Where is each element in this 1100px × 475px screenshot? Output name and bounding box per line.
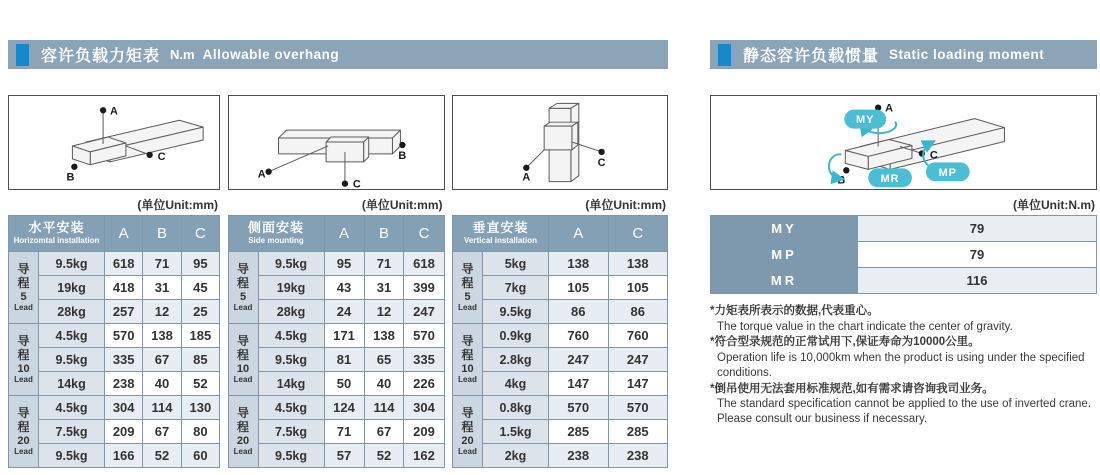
value-cell: 52 <box>364 444 404 468</box>
load-cell: 2kg <box>483 444 549 468</box>
section-title-en: Allowable overhang <box>202 47 340 62</box>
value-cell: 31 <box>364 276 404 300</box>
moment-directions-diagram <box>710 95 1097 190</box>
table-row <box>711 242 1097 268</box>
column-header-c: C <box>608 216 668 252</box>
load-cell: 1.5kg <box>483 420 549 444</box>
section-title-unit: N.m <box>170 47 195 62</box>
moment-c-label: C <box>597 156 606 169</box>
moment-b-label: B <box>397 149 406 162</box>
value-cell: 95 <box>324 252 364 276</box>
mr-badge-label: MR <box>880 172 900 185</box>
load-cell: 4.5kg <box>258 324 324 348</box>
table-row <box>9 324 220 348</box>
lead-group-label: 导程 5 Lead <box>228 252 258 324</box>
load-cell: 19kg <box>258 276 324 300</box>
horizontal-installation-table <box>8 215 220 468</box>
value-cell: 570 <box>549 396 608 420</box>
value-cell: 86 <box>549 300 608 324</box>
value-cell: 209 <box>404 420 444 444</box>
moment-row-label: MY <box>711 216 858 242</box>
static-moment-table <box>710 215 1097 294</box>
load-cell: 9.5kg <box>483 300 549 324</box>
table-row <box>228 372 444 396</box>
value-cell: 52 <box>143 444 181 468</box>
tables-row <box>8 190 668 468</box>
lead-group-label: 导程 20 Lead <box>453 396 483 468</box>
side-rail-drawing <box>229 96 444 189</box>
table-row <box>9 420 220 444</box>
table-row <box>228 276 444 300</box>
moment-a-label: A <box>885 102 894 115</box>
value-cell: 418 <box>105 276 143 300</box>
column-header-a: A <box>324 216 364 252</box>
value-cell: 43 <box>324 276 364 300</box>
lead-group-label: 导程 10 Lead <box>9 324 39 396</box>
moment-a-label: A <box>257 168 266 181</box>
lead-group-label: 导程 10 Lead <box>453 324 483 396</box>
table-row <box>9 372 220 396</box>
value-cell: 760 <box>608 324 668 348</box>
value-cell: 85 <box>181 348 219 372</box>
moment-b-label: B <box>66 171 75 184</box>
value-cell: 40 <box>143 372 181 396</box>
value-cell: 67 <box>143 420 181 444</box>
value-cell: 285 <box>608 420 668 444</box>
value-cell: 760 <box>549 324 608 348</box>
load-cell: 28kg <box>39 300 105 324</box>
value-cell: 618 <box>404 252 444 276</box>
value-cell: 138 <box>608 252 668 276</box>
load-cell: 19kg <box>39 276 105 300</box>
value-cell: 304 <box>404 396 444 420</box>
load-cell: 4kg <box>483 372 549 396</box>
mp-badge-label: MP <box>938 166 957 179</box>
load-cell: 9.5kg <box>258 444 324 468</box>
column-header-c: C <box>181 216 219 252</box>
footnote-zh: *倒吊使用无法套用标准规范,如有需求请咨询我司业务。 <box>710 382 994 395</box>
load-cell: 4.5kg <box>258 396 324 420</box>
value-cell: 304 <box>105 396 143 420</box>
allowable-overhang-section <box>8 40 668 468</box>
my-badge-label: MY <box>855 114 875 127</box>
unit-label-nm: (单位Unit:N.m) <box>1013 198 1095 212</box>
footnote-en: The torque value in the chart indicate the center of gravity. <box>717 320 1013 333</box>
lead-group-label: 导程 20 Lead <box>9 396 39 468</box>
table-row <box>711 268 1097 294</box>
moment-row-value: 116 <box>858 268 1097 294</box>
load-cell: 9.5kg <box>39 348 105 372</box>
lead-group-label: 导程 20 Lead <box>228 396 258 468</box>
table-title: 侧面安装 Side mounting <box>228 216 324 252</box>
table-row <box>453 372 668 396</box>
table-row <box>228 252 444 276</box>
table-row <box>228 420 444 444</box>
load-cell: 14kg <box>39 372 105 396</box>
value-cell: 86 <box>608 300 668 324</box>
table-row <box>9 396 220 420</box>
value-cell: 114 <box>143 396 181 420</box>
table-row <box>9 252 220 276</box>
isometric-rail-drawing <box>9 96 219 189</box>
value-cell: 570 <box>105 324 143 348</box>
lead-group-label: 导程 5 Lead <box>9 252 39 324</box>
table-row <box>453 276 668 300</box>
value-cell: 71 <box>324 420 364 444</box>
value-cell: 80 <box>181 420 219 444</box>
table-row <box>9 348 220 372</box>
moment-row-label: MR <box>711 268 858 294</box>
load-cell: 2.8kg <box>483 348 549 372</box>
value-cell: 12 <box>364 300 404 324</box>
load-cell: 4.5kg <box>39 324 105 348</box>
unit-label-mm: (单位Unit:mm) <box>137 198 218 212</box>
static-loading-section <box>710 40 1097 428</box>
value-cell: 31 <box>143 276 181 300</box>
vertical-installation-table <box>452 215 668 468</box>
column-header-a: A <box>105 216 143 252</box>
footnote <box>710 304 1097 334</box>
value-cell: 618 <box>105 252 143 276</box>
value-cell: 67 <box>364 420 404 444</box>
moment-row-label: MP <box>711 242 858 268</box>
table-title: 垂直安装 Vertical installation <box>453 216 549 252</box>
value-cell: 40 <box>364 372 404 396</box>
section-title-zh: 静态容许负载惯量 <box>743 48 880 65</box>
load-cell: 9.5kg <box>258 348 324 372</box>
horizontal-installation-diagram <box>8 95 220 190</box>
table-title: 水平安装 Horizomtal installation <box>9 216 105 252</box>
value-cell: 65 <box>364 348 404 372</box>
column-header-c: C <box>404 216 444 252</box>
footnote-zh: *符合型录规范的正常试用下,保证寿命为10000公里。 <box>710 336 980 349</box>
load-cell: 0.9kg <box>483 324 549 348</box>
value-cell: 238 <box>105 372 143 396</box>
vertical-rail-drawing <box>453 96 667 189</box>
value-cell: 81 <box>324 348 364 372</box>
value-cell: 335 <box>404 348 444 372</box>
value-cell: 247 <box>404 300 444 324</box>
value-cell: 57 <box>324 444 364 468</box>
footnote-en: The standard specification cannot be applied to the use of inverted crane. Please consult our business if necessary. <box>717 398 1091 426</box>
table-row <box>453 348 668 372</box>
accent-square <box>718 44 731 66</box>
table-row <box>453 444 668 468</box>
table-row <box>9 300 220 324</box>
unit-label-mm: (单位Unit:mm) <box>361 198 443 212</box>
value-cell: 25 <box>181 300 219 324</box>
load-cell: 7.5kg <box>39 420 105 444</box>
section-title-zh: 容许负载力矩表 <box>41 48 161 65</box>
value-cell: 124 <box>324 396 364 420</box>
horizontal-table-block <box>8 190 220 468</box>
value-cell: 257 <box>105 300 143 324</box>
value-cell: 138 <box>143 324 181 348</box>
table-row <box>228 324 444 348</box>
unit-label-mm: (单位Unit:mm) <box>585 198 666 212</box>
value-cell: 71 <box>143 252 181 276</box>
moment-a-label: A <box>110 105 118 118</box>
value-cell: 12 <box>143 300 181 324</box>
column-header-a: A <box>549 216 608 252</box>
value-cell: 399 <box>404 276 444 300</box>
column-header-b: B <box>364 216 404 252</box>
value-cell: 147 <box>608 372 668 396</box>
load-cell: 4.5kg <box>39 396 105 420</box>
value-cell: 71 <box>364 252 404 276</box>
table-row <box>453 396 668 420</box>
column-header-b: B <box>143 216 181 252</box>
load-cell: 0.8kg <box>483 396 549 420</box>
value-cell: 238 <box>549 444 608 468</box>
table-row <box>453 324 668 348</box>
load-cell: 5kg <box>483 252 549 276</box>
moment-c-label: C <box>157 150 166 163</box>
table-row <box>453 420 668 444</box>
value-cell: 95 <box>181 252 219 276</box>
value-cell: 166 <box>105 444 143 468</box>
footnote-en: Operation life is 10,000km when the product is using under the specified conditions. <box>717 351 1085 379</box>
value-cell: 185 <box>181 324 219 348</box>
table-row <box>9 276 220 300</box>
value-cell: 130 <box>181 396 219 420</box>
value-cell: 238 <box>608 444 668 468</box>
side-mounting-table-block <box>228 190 445 468</box>
footnote <box>710 335 1097 380</box>
table-row <box>228 348 444 372</box>
value-cell: 570 <box>404 324 444 348</box>
section-title-en: Static loading moment <box>889 47 1045 62</box>
load-cell: 28kg <box>258 300 324 324</box>
load-cell: 9.5kg <box>258 252 324 276</box>
value-cell: 138 <box>364 324 404 348</box>
moment-row-value: 79 <box>858 216 1097 242</box>
value-cell: 209 <box>105 420 143 444</box>
value-cell: 247 <box>549 348 608 372</box>
value-cell: 162 <box>404 444 444 468</box>
value-cell: 105 <box>549 276 608 300</box>
value-cell: 45 <box>181 276 219 300</box>
table-row <box>453 252 668 276</box>
value-cell: 50 <box>324 372 364 396</box>
lead-group-label: 导程 10 Lead <box>228 324 258 396</box>
value-cell: 570 <box>608 396 668 420</box>
value-cell: 171 <box>324 324 364 348</box>
value-cell: 247 <box>608 348 668 372</box>
vertical-table-block <box>452 190 668 468</box>
table-row <box>9 444 220 468</box>
table-row <box>228 444 444 468</box>
load-cell: 7kg <box>483 276 549 300</box>
value-cell: 335 <box>105 348 143 372</box>
side-mounting-diagram <box>228 95 445 190</box>
table-row <box>228 300 444 324</box>
load-cell: 9.5kg <box>39 252 105 276</box>
footnotes <box>710 304 1097 427</box>
side-mounting-table <box>228 215 445 468</box>
moment-c-label: C <box>352 178 361 189</box>
lead-group-label: 导程 5 Lead <box>453 252 483 324</box>
table-row <box>453 300 668 324</box>
value-cell: 114 <box>364 396 404 420</box>
moment-rail-drawing <box>711 96 1096 189</box>
vertical-installation-diagram <box>452 95 668 190</box>
value-cell: 285 <box>549 420 608 444</box>
value-cell: 52 <box>181 372 219 396</box>
load-cell: 14kg <box>258 372 324 396</box>
value-cell: 60 <box>181 444 219 468</box>
value-cell: 105 <box>608 276 668 300</box>
table-row <box>711 216 1097 242</box>
section-header-right <box>710 40 1097 69</box>
load-cell: 9.5kg <box>39 444 105 468</box>
footnote-zh: *力矩表所表示的数据,代表重心。 <box>710 305 879 317</box>
section-header-left <box>8 40 668 69</box>
diagram-row <box>8 95 668 190</box>
moment-b-label: B <box>837 174 846 187</box>
footnote <box>710 382 1097 427</box>
value-cell: 67 <box>143 348 181 372</box>
value-cell: 138 <box>549 252 608 276</box>
table-row <box>228 396 444 420</box>
value-cell: 147 <box>549 372 608 396</box>
value-cell: 226 <box>404 372 444 396</box>
accent-square <box>16 44 29 66</box>
value-cell: 24 <box>324 300 364 324</box>
load-cell: 7.5kg <box>258 420 324 444</box>
moment-a-label: A <box>522 171 531 184</box>
moment-c-label: C <box>929 149 938 162</box>
moment-row-value: 79 <box>858 242 1097 268</box>
